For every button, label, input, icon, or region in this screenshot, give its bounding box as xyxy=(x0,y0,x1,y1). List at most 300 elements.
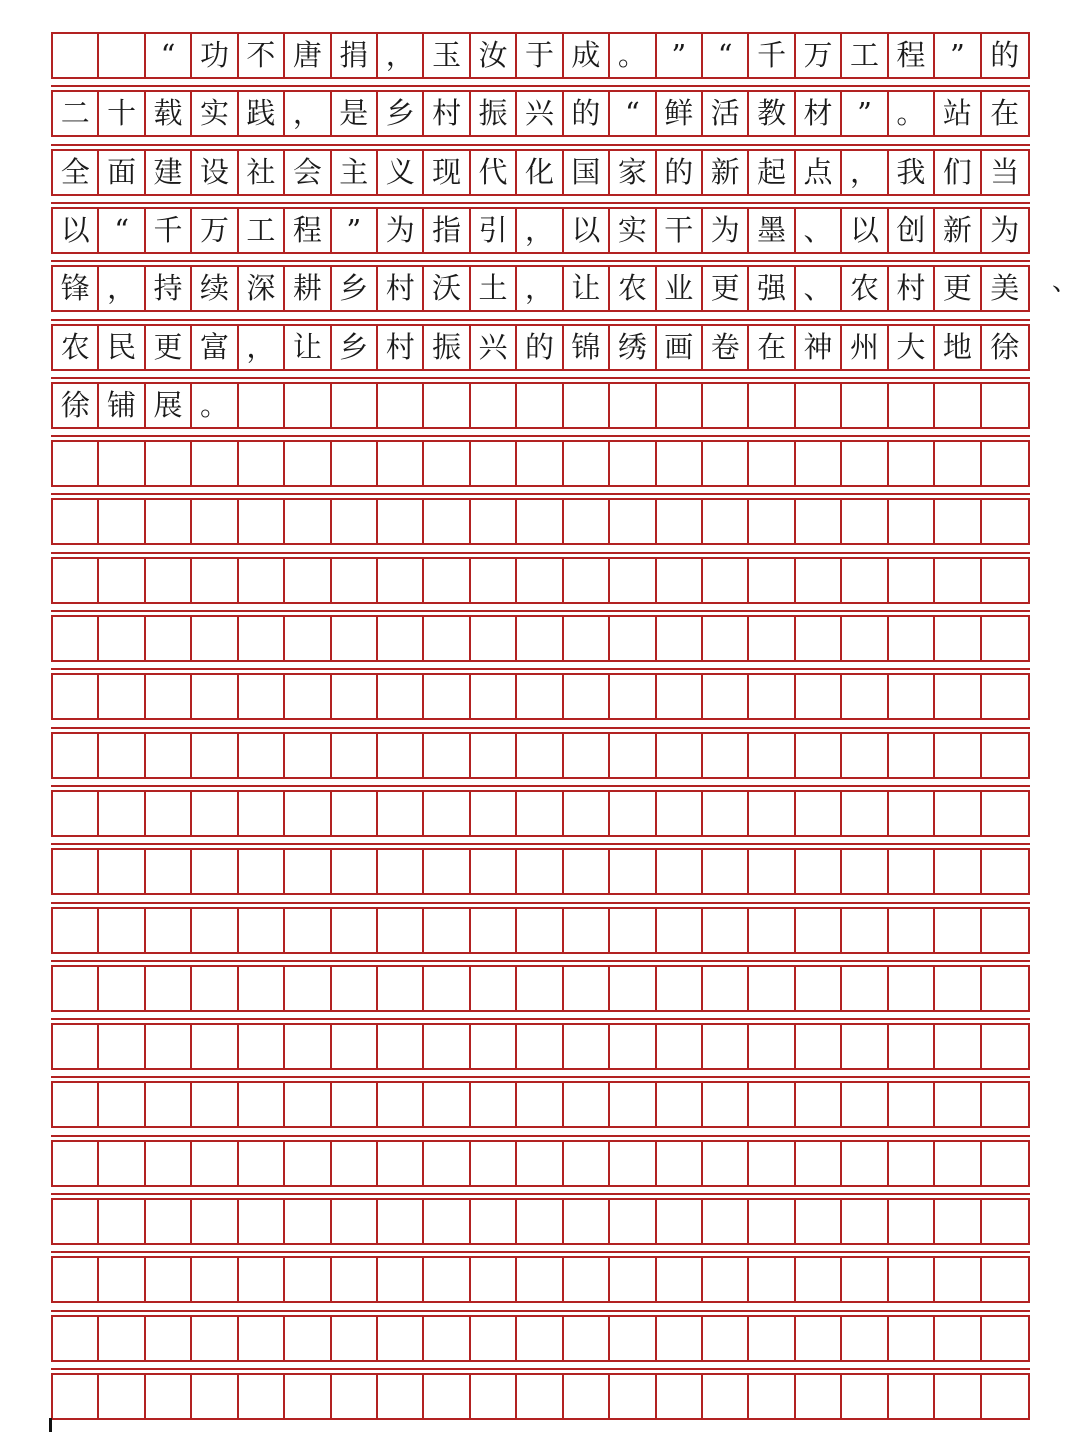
grid-cell xyxy=(332,500,378,543)
grid-cell: 程 xyxy=(889,34,935,77)
grid-cell xyxy=(749,442,795,485)
grid-cell xyxy=(192,442,238,485)
grid-cell xyxy=(517,1317,563,1360)
grid-cell xyxy=(796,792,842,835)
grid-cell: 材 xyxy=(796,92,842,135)
grid-cell: 画 xyxy=(657,326,703,369)
grid-cell xyxy=(935,967,981,1010)
grid-cell: 农 xyxy=(53,326,99,369)
grid-cell xyxy=(53,1258,99,1301)
grid-cell: 成 xyxy=(564,34,610,77)
grid-cell: 。 xyxy=(192,384,238,427)
grid-row xyxy=(51,848,1030,895)
grid-cell xyxy=(935,1375,981,1418)
row-separator-line xyxy=(51,1310,1030,1312)
grid-cell: 神 xyxy=(796,326,842,369)
grid-cell: 让 xyxy=(285,326,331,369)
margin-overflow-mark: 、 xyxy=(1052,267,1079,298)
grid-cell xyxy=(378,1200,424,1243)
grid-cell xyxy=(889,909,935,952)
grid-cell xyxy=(99,34,145,77)
grid-cell xyxy=(517,850,563,893)
grid-row xyxy=(51,90,1030,137)
grid-cell: 让 xyxy=(564,267,610,310)
grid-cell: 振 xyxy=(471,92,517,135)
grid-cell xyxy=(332,1258,378,1301)
grid-cell: 兴 xyxy=(517,92,563,135)
grid-cell: 家 xyxy=(610,151,656,194)
grid-cell xyxy=(53,675,99,718)
grid-row xyxy=(51,1315,1030,1362)
grid-cell: 创 xyxy=(889,209,935,252)
grid-cell xyxy=(239,1142,285,1185)
grid-cell xyxy=(889,617,935,660)
grid-cell xyxy=(285,850,331,893)
grid-cell: 兴 xyxy=(471,326,517,369)
grid-row xyxy=(51,324,1030,371)
grid-cell xyxy=(703,675,749,718)
grid-cell xyxy=(424,1142,470,1185)
grid-row xyxy=(51,965,1030,1012)
grid-row xyxy=(51,615,1030,662)
grid-cell: 实 xyxy=(610,209,656,252)
grid-cell xyxy=(703,850,749,893)
grid-cell xyxy=(657,442,703,485)
grid-cell: 面 xyxy=(99,151,145,194)
grid-cell: 引 xyxy=(471,209,517,252)
grid-cell xyxy=(239,792,285,835)
grid-cell xyxy=(424,1375,470,1418)
grid-cell xyxy=(982,442,1028,485)
grid-cell xyxy=(378,1317,424,1360)
grid-cell xyxy=(796,559,842,602)
grid-cell xyxy=(332,617,378,660)
grid-cell xyxy=(657,850,703,893)
grid-cell xyxy=(146,675,192,718)
grid-cell: 二 xyxy=(53,92,99,135)
grid-cell: “ xyxy=(146,34,192,77)
grid-cell xyxy=(889,1375,935,1418)
grid-cell xyxy=(53,909,99,952)
grid-cell: ， xyxy=(842,151,888,194)
row-separator-line xyxy=(51,377,1030,379)
grid-cell xyxy=(564,1142,610,1185)
grid-cell: 于 xyxy=(517,34,563,77)
grid-cell xyxy=(53,792,99,835)
row-separator-line xyxy=(51,1018,1030,1020)
grid-cell: 现 xyxy=(424,151,470,194)
grid-cell: 州 xyxy=(842,326,888,369)
grid-cell xyxy=(889,675,935,718)
grid-cell xyxy=(239,442,285,485)
grid-cell xyxy=(239,734,285,777)
grid-cell xyxy=(332,1375,378,1418)
grid-cell xyxy=(192,1375,238,1418)
grid-cell xyxy=(564,1317,610,1360)
grid-cell xyxy=(146,1317,192,1360)
grid-cell xyxy=(378,1258,424,1301)
grid-cell xyxy=(517,442,563,485)
grid-cell xyxy=(471,500,517,543)
grid-cell xyxy=(332,384,378,427)
grid-cell: 工 xyxy=(239,209,285,252)
row-separator-line xyxy=(51,1135,1030,1137)
grid-cell xyxy=(657,792,703,835)
grid-cell xyxy=(982,1317,1028,1360)
grid-cell: ” xyxy=(842,92,888,135)
grid-cell: 为 xyxy=(378,209,424,252)
grid-cell xyxy=(796,909,842,952)
grid-cell: ” xyxy=(657,34,703,77)
grid-cell: 土 xyxy=(471,267,517,310)
grid-cell xyxy=(53,850,99,893)
grid-cell: 乡 xyxy=(332,267,378,310)
grid-cell xyxy=(889,967,935,1010)
grid-cell: 农 xyxy=(842,267,888,310)
grid-cell xyxy=(935,909,981,952)
grid-cell xyxy=(564,617,610,660)
grid-cell xyxy=(192,909,238,952)
row-separator-line xyxy=(51,435,1030,437)
row-separator-line xyxy=(51,610,1030,612)
grid-cell: 载 xyxy=(146,92,192,135)
grid-row xyxy=(51,557,1030,604)
grid-cell: 设 xyxy=(192,151,238,194)
grid-row xyxy=(51,498,1030,545)
grid-cell xyxy=(332,734,378,777)
grid-cell xyxy=(703,734,749,777)
grid-cell xyxy=(53,1317,99,1360)
grid-cell xyxy=(935,1200,981,1243)
grid-cell xyxy=(657,1258,703,1301)
grid-cell xyxy=(889,1083,935,1126)
grid-cell: “ xyxy=(703,34,749,77)
grid-cell xyxy=(424,1258,470,1301)
grid-cell xyxy=(517,967,563,1010)
grid-cell: 起 xyxy=(749,151,795,194)
grid-cell xyxy=(517,1025,563,1068)
grid-cell xyxy=(889,1258,935,1301)
grid-cell: 新 xyxy=(703,151,749,194)
grid-cell xyxy=(239,967,285,1010)
grid-cell xyxy=(935,384,981,427)
grid-cell xyxy=(657,734,703,777)
grid-row xyxy=(51,790,1030,837)
grid-cell xyxy=(192,734,238,777)
grid-cell: 国 xyxy=(564,151,610,194)
grid-cell: ， xyxy=(517,267,563,310)
grid-cell xyxy=(517,559,563,602)
grid-cell: 全 xyxy=(53,151,99,194)
grid-cell: 站 xyxy=(935,92,981,135)
grid-cell xyxy=(517,1142,563,1185)
grid-cell xyxy=(53,1142,99,1185)
grid-cell xyxy=(239,1025,285,1068)
grid-cell xyxy=(378,734,424,777)
row-separator-line xyxy=(51,493,1030,495)
grid-cell: 为 xyxy=(703,209,749,252)
grid-cell xyxy=(285,442,331,485)
grid-cell xyxy=(796,1375,842,1418)
grid-cell xyxy=(53,500,99,543)
grid-cell xyxy=(378,675,424,718)
grid-cell xyxy=(239,1258,285,1301)
grid-cell xyxy=(749,1142,795,1185)
grid-cell: 大 xyxy=(889,326,935,369)
grid-cell xyxy=(99,1317,145,1360)
grid-cell xyxy=(239,909,285,952)
grid-cell xyxy=(285,1142,331,1185)
grid-row xyxy=(51,265,1030,312)
grid-cell xyxy=(796,1142,842,1185)
grid-cell xyxy=(982,850,1028,893)
grid-cell xyxy=(657,675,703,718)
grid-cell xyxy=(146,442,192,485)
grid-cell xyxy=(285,500,331,543)
grid-cell xyxy=(610,559,656,602)
grid-cell: 十 xyxy=(99,92,145,135)
grid-cell xyxy=(517,734,563,777)
grid-cell xyxy=(471,559,517,602)
grid-cell xyxy=(285,1200,331,1243)
grid-cell xyxy=(471,617,517,660)
grid-cell xyxy=(564,442,610,485)
grid-cell xyxy=(796,442,842,485)
grid-cell xyxy=(610,1200,656,1243)
grid-cell xyxy=(842,1375,888,1418)
grid-cell: 乡 xyxy=(378,92,424,135)
grid-cell xyxy=(285,967,331,1010)
grid-cell: ， xyxy=(378,34,424,77)
grid-cell xyxy=(471,1375,517,1418)
grid-cell: 实 xyxy=(192,92,238,135)
grid-row xyxy=(51,732,1030,779)
grid-cell xyxy=(192,967,238,1010)
grid-cell: 农 xyxy=(610,267,656,310)
grid-cell xyxy=(564,500,610,543)
grid-cell xyxy=(285,1375,331,1418)
grid-cell xyxy=(146,909,192,952)
grid-cell: 为 xyxy=(990,212,1020,247)
grid-cell: “ xyxy=(610,92,656,135)
grid-cell xyxy=(889,1025,935,1068)
grid-cell xyxy=(471,792,517,835)
grid-cell xyxy=(332,442,378,485)
grid-cell xyxy=(749,617,795,660)
grid-cell xyxy=(657,909,703,952)
grid-cell xyxy=(285,792,331,835)
grid-cell xyxy=(610,1025,656,1068)
grid-cell xyxy=(749,1375,795,1418)
row-separator-line xyxy=(51,902,1030,904)
grid-cell: 们 xyxy=(935,151,981,194)
grid-cell xyxy=(239,1083,285,1126)
grid-cell xyxy=(424,1200,470,1243)
grid-cell xyxy=(657,1317,703,1360)
grid-cell xyxy=(517,1375,563,1418)
grid-cell xyxy=(796,617,842,660)
grid-cell xyxy=(842,442,888,485)
grid-cell xyxy=(564,675,610,718)
grid-cell xyxy=(517,1258,563,1301)
grid-row xyxy=(51,149,1030,196)
grid-cell xyxy=(332,967,378,1010)
grid-cell xyxy=(192,1317,238,1360)
grid-cell: 的 xyxy=(990,38,1020,72)
grid-cell xyxy=(749,559,795,602)
grid-cell xyxy=(889,384,935,427)
grid-cell xyxy=(99,1083,145,1126)
grid-cell xyxy=(982,1025,1028,1068)
grid-cell: 活 xyxy=(703,92,749,135)
grid-cell xyxy=(842,500,888,543)
grid-cell xyxy=(53,559,99,602)
grid-cell: 民 xyxy=(99,326,145,369)
grid-cell xyxy=(657,967,703,1010)
grid-cell xyxy=(610,1375,656,1418)
grid-cell xyxy=(332,1083,378,1126)
grid-cell xyxy=(99,559,145,602)
grid-cell xyxy=(424,909,470,952)
grid-cell xyxy=(889,1317,935,1360)
grid-cell xyxy=(517,1083,563,1126)
grid-cell xyxy=(842,909,888,952)
grid-cell: 锋 xyxy=(53,267,99,310)
grid-cell xyxy=(471,442,517,485)
grid-cell: 沃 xyxy=(424,267,470,310)
grid-cell xyxy=(192,850,238,893)
grid-cell xyxy=(935,1142,981,1185)
grid-cell: 更 xyxy=(146,326,192,369)
grid-cell: 玉 xyxy=(424,34,470,77)
grid-cell: 在 xyxy=(749,326,795,369)
grid-cell: 墨 xyxy=(749,209,795,252)
grid-cell xyxy=(239,500,285,543)
grid-cell xyxy=(378,559,424,602)
row-separator-line xyxy=(51,960,1030,962)
grid-cell: ” xyxy=(935,34,981,77)
grid-cell xyxy=(610,1083,656,1126)
grid-cell xyxy=(842,1142,888,1185)
grid-cell xyxy=(564,792,610,835)
grid-cell xyxy=(424,1083,470,1126)
grid-cell xyxy=(796,734,842,777)
grid-cell xyxy=(564,1025,610,1068)
grid-cell: 万 xyxy=(796,34,842,77)
grid-cell xyxy=(53,967,99,1010)
grid-cell: 当 xyxy=(990,154,1020,189)
grid-cell xyxy=(99,1025,145,1068)
grid-cell xyxy=(378,850,424,893)
grid-cell: 村 xyxy=(378,326,424,369)
grid-cell xyxy=(517,909,563,952)
grid-cell xyxy=(749,909,795,952)
grid-cell xyxy=(239,1317,285,1360)
grid-cell xyxy=(146,500,192,543)
grid-cell xyxy=(53,442,99,485)
grid-cell xyxy=(424,675,470,718)
grid-cell xyxy=(703,967,749,1010)
grid-cell xyxy=(842,792,888,835)
grid-cell xyxy=(471,1317,517,1360)
grid-cell: 强 xyxy=(749,267,795,310)
grid-row xyxy=(51,1256,1030,1303)
grid-cell xyxy=(564,850,610,893)
grid-cell xyxy=(796,500,842,543)
grid-cell xyxy=(796,1317,842,1360)
grid-cell xyxy=(471,1200,517,1243)
grid-cell xyxy=(378,1142,424,1185)
grid-row xyxy=(51,1198,1030,1245)
grid-cell xyxy=(517,617,563,660)
grid-cell xyxy=(610,1258,656,1301)
grid-cell xyxy=(842,1200,888,1243)
grid-cell: 不 xyxy=(239,34,285,77)
grid-cell xyxy=(935,792,981,835)
grid-cell xyxy=(982,1200,1028,1243)
grid-cell xyxy=(332,1025,378,1068)
grid-cell xyxy=(935,850,981,893)
grid-cell xyxy=(657,1083,703,1126)
grid-cell: ， xyxy=(517,209,563,252)
grid-cell xyxy=(935,617,981,660)
grid-cell xyxy=(378,1375,424,1418)
grid-cell: 铺 xyxy=(99,384,145,427)
grid-cell xyxy=(749,850,795,893)
grid-cell xyxy=(889,792,935,835)
grid-cell xyxy=(192,1200,238,1243)
grid-cell xyxy=(842,850,888,893)
grid-cell xyxy=(657,1142,703,1185)
grid-cell xyxy=(703,1317,749,1360)
grid-cell xyxy=(842,559,888,602)
grid-cell xyxy=(935,442,981,485)
grid-cell xyxy=(471,675,517,718)
grid-cell: 锦 xyxy=(564,326,610,369)
grid-cell xyxy=(610,850,656,893)
grid-cell: “ xyxy=(99,209,145,252)
grid-cell xyxy=(564,909,610,952)
grid-cell xyxy=(935,734,981,777)
page-corner-mark xyxy=(49,1418,52,1432)
grid-cell: 鲜 xyxy=(657,92,703,135)
grid-cell xyxy=(935,1083,981,1126)
grid-cell: 徐 xyxy=(53,384,99,427)
grid-cell xyxy=(53,1375,99,1418)
grid-cell xyxy=(424,734,470,777)
grid-cell xyxy=(239,617,285,660)
grid-cell: ” xyxy=(332,209,378,252)
grid-cell xyxy=(192,1083,238,1126)
grid-cell xyxy=(703,1200,749,1243)
grid-cell xyxy=(796,675,842,718)
grid-cell: 。 xyxy=(610,34,656,77)
row-separator-line xyxy=(51,319,1030,321)
grid-cell xyxy=(99,734,145,777)
grid-cell: ， xyxy=(239,326,285,369)
grid-cell xyxy=(332,559,378,602)
grid-row xyxy=(51,32,1030,79)
grid-row xyxy=(51,382,1030,429)
grid-cell xyxy=(424,559,470,602)
grid-cell xyxy=(332,1200,378,1243)
grid-cell: 卷 xyxy=(703,326,749,369)
grid-cell xyxy=(610,967,656,1010)
grid-cell: 续 xyxy=(192,267,238,310)
grid-cell xyxy=(610,442,656,485)
grid-cell xyxy=(146,850,192,893)
grid-cell xyxy=(146,792,192,835)
